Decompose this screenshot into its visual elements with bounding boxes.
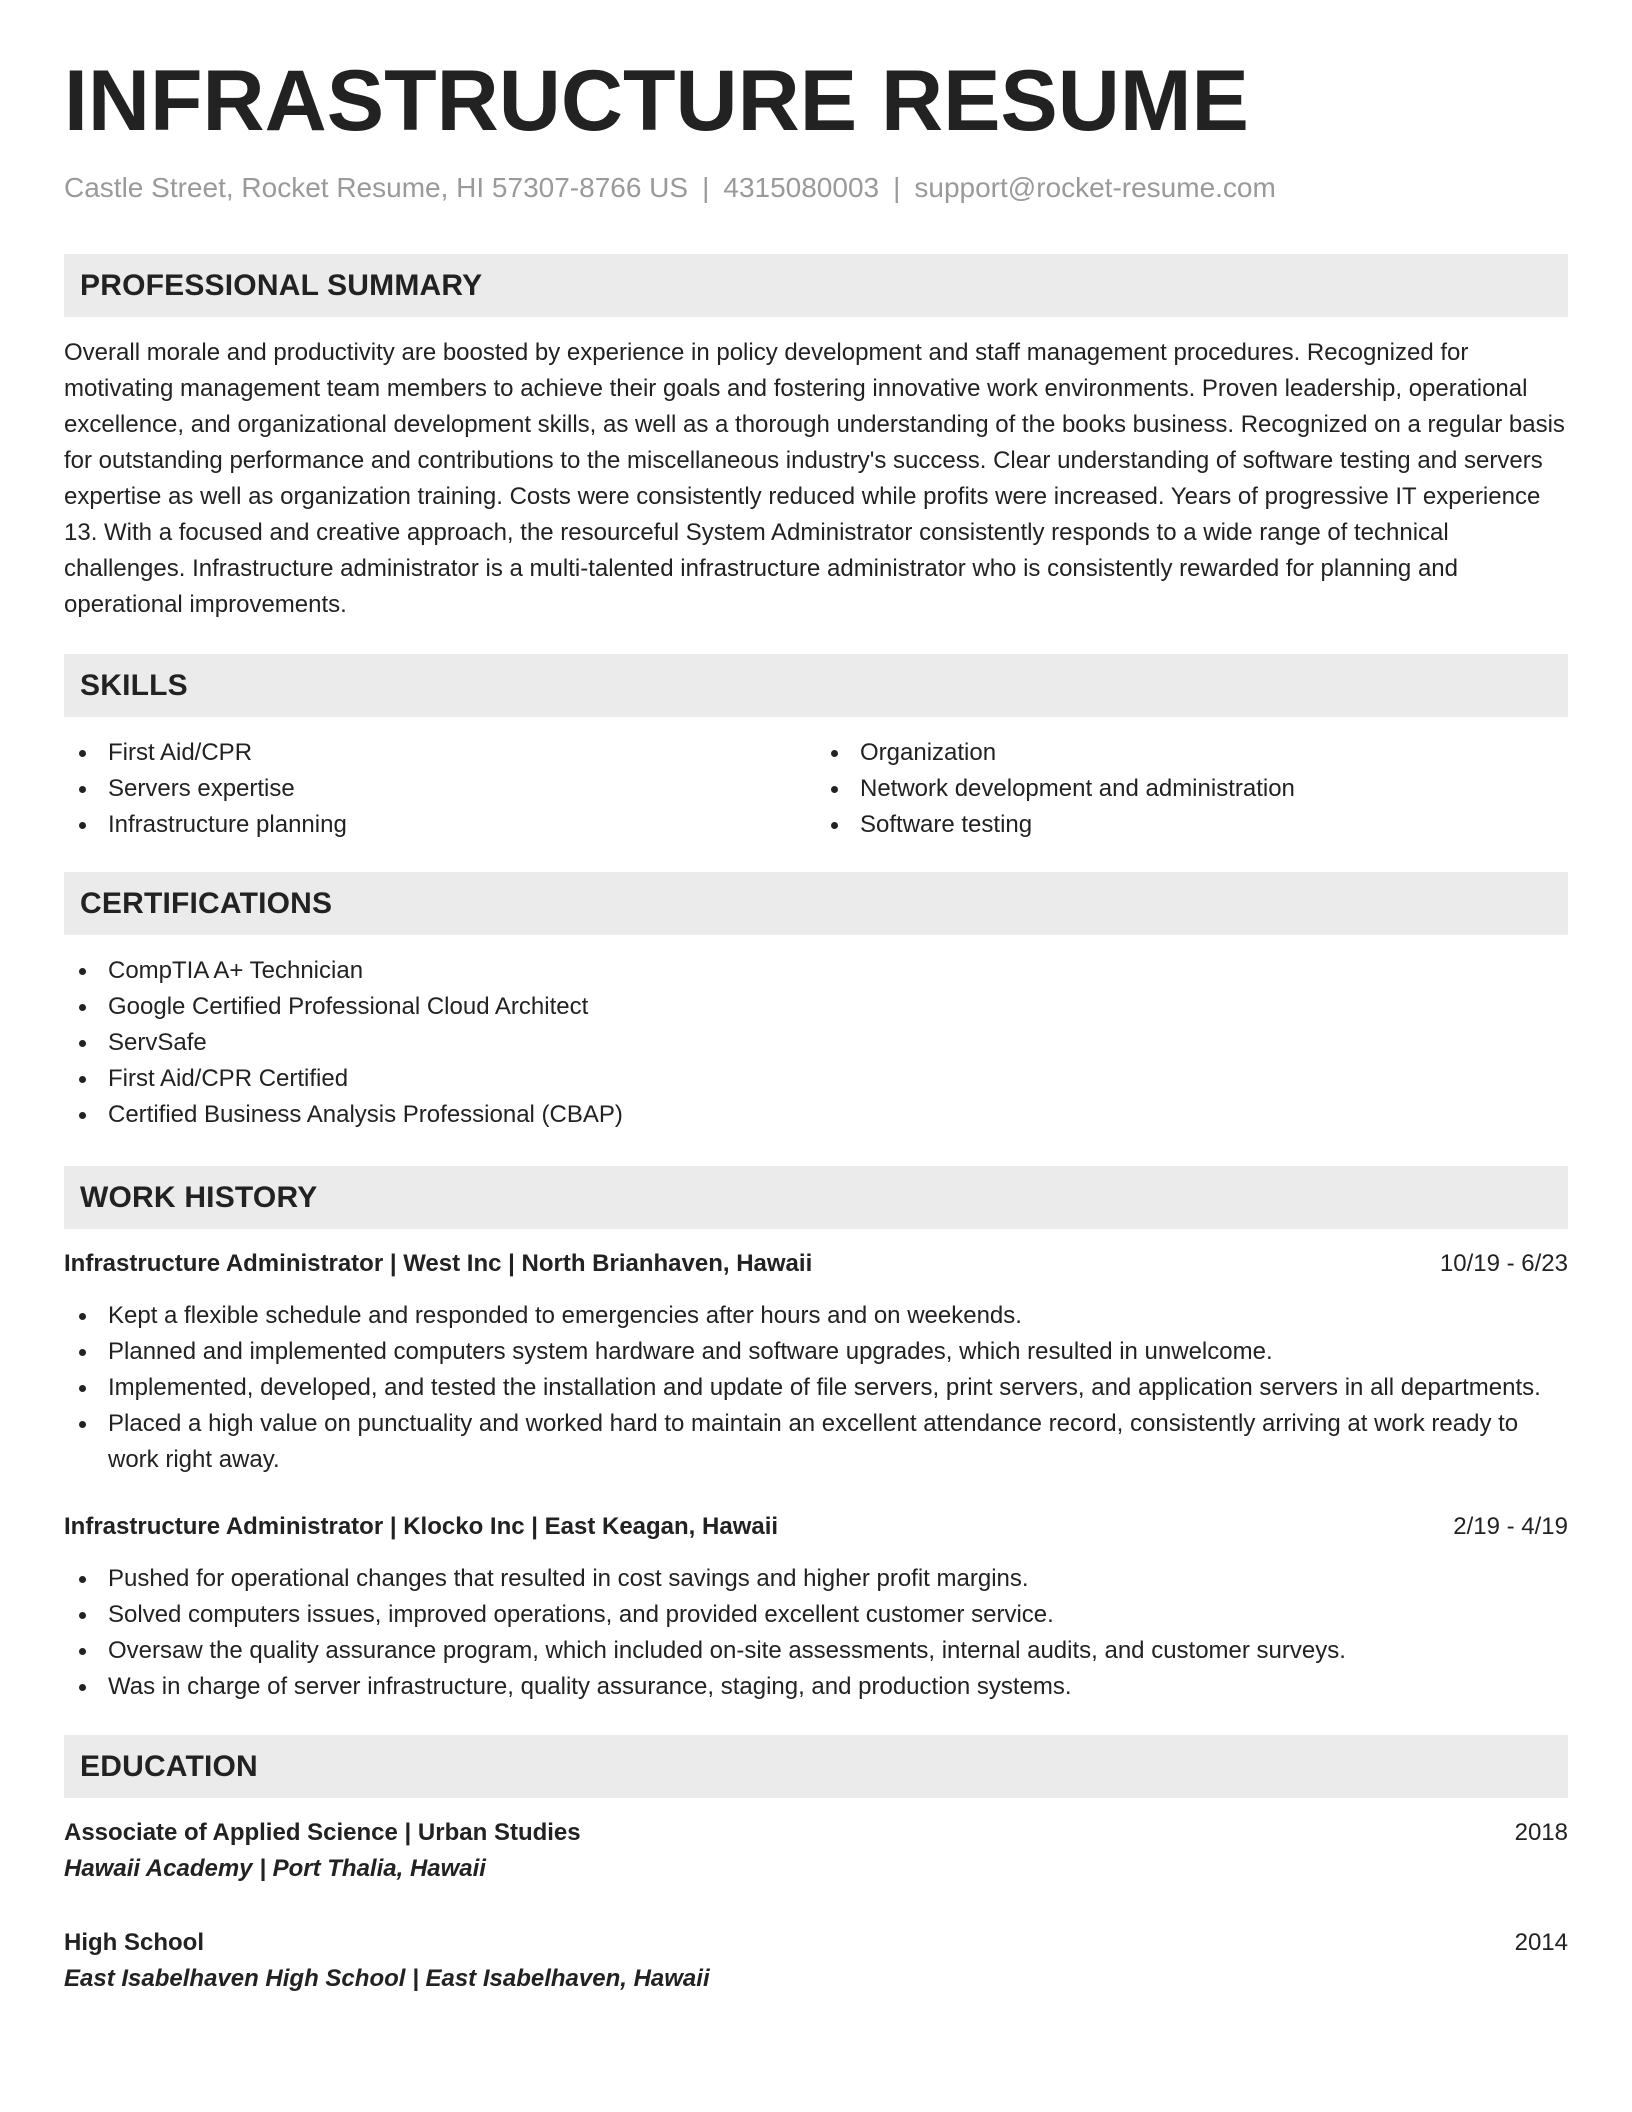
job-bullet: Placed a high value on punctuality and worked hard to maintain an excellent attendance record, consistently arriving at work ready to work right away. <box>64 1406 1568 1478</box>
job-bullet: Solved computers issues, improved operations, and provided excellent customer service. <box>64 1597 1568 1633</box>
job-bullet: Oversaw the quality assurance program, which included on-site assessments, internal audits, and customer surveys. <box>64 1633 1568 1669</box>
education-school: East Isabelhaven High School | East Isabelhaven, Hawaii <box>64 1965 710 1992</box>
certifications-section <box>64 872 1568 1133</box>
job-entry <box>64 1509 1568 1705</box>
job-bullet: Was in charge of server infrastructure, quality assurance, staging, and production systems. <box>64 1669 1568 1705</box>
job-bullets <box>64 1561 1568 1705</box>
summary-heading: PROFESSIONAL SUMMARY <box>64 254 1568 317</box>
job-bullet: Kept a flexible schedule and responded to emergencies after hours and on weekends. <box>64 1298 1568 1334</box>
contact-email: support@rocket-resume.com <box>914 172 1276 203</box>
skills-column-left <box>64 735 816 843</box>
contact-line <box>64 174 1568 202</box>
education-school: Hawaii Academy | Port Thalia, Hawaii <box>64 1855 486 1882</box>
education-degree: Associate of Applied Science | Urban Studies <box>64 1819 581 1846</box>
education-heading: EDUCATION <box>64 1735 1568 1798</box>
job-title: Infrastructure Administrator | West Inc | North Brianhaven, Hawaii <box>64 1250 813 1277</box>
certification-item: Google Certified Professional Cloud Architect <box>64 989 1568 1025</box>
education-entry <box>64 1925 1568 1997</box>
education-entry <box>64 1815 1568 1887</box>
education-header <box>64 1815 1568 1851</box>
job-bullets <box>64 1298 1568 1478</box>
certification-item: CompTIA A+ Technician <box>64 953 1568 989</box>
skills-list <box>64 735 1568 843</box>
summary-text: Overall morale and productivity are boosted by experience in policy development and staff management procedures. Recognized for motivating management team members to achieve their goals and fostering innovative work environments. Proven leadership, operational excellence, and organizational development skills, as well as a thorough understanding of the books business. Recognized on a regular basis for outstanding performance and contributions to the miscellaneous industry's success. Clear understanding of software testing and servers expertise as well as organization training. Costs were consistently reduced while profits were increased. Years of progressive IT experience 13. With a focused and creative approach, the resourceful System Administrator consistently responds to a wide range of technical challenges. Infrastructure administrator is a multi-talented infrastructure administrator who is consistently rewarded for planning and operational improvements. <box>64 339 1565 618</box>
contact-separator: | <box>702 172 710 203</box>
skill-item: Servers expertise <box>64 771 816 807</box>
work-history-section <box>64 1166 1568 1705</box>
certification-item: ServSafe <box>64 1025 1568 1061</box>
job-header <box>64 1509 1568 1545</box>
certifications-heading: CERTIFICATIONS <box>64 872 1568 935</box>
job-bullet: Pushed for operational changes that resulted in cost savings and higher profit margins. <box>64 1561 1568 1597</box>
contact-address: Castle Street, Rocket Resume, HI 57307-8766 US <box>64 172 689 203</box>
job-title: Infrastructure Administrator | Klocko Inc | East Keagan, Hawaii <box>64 1513 779 1540</box>
certifications-list <box>64 953 1568 1133</box>
contact-phone: 4315080003 <box>723 172 880 203</box>
contact-separator: | <box>893 172 901 203</box>
job-header <box>64 1246 1568 1282</box>
skill-item: Software testing <box>816 807 1568 843</box>
skill-item: Network development and administration <box>816 771 1568 807</box>
job-bullet: Planned and implemented computers system hardware and software upgrades, which resulted in unwelcome. <box>64 1334 1568 1370</box>
certification-item: Certified Business Analysis Professional (CBAP) <box>64 1097 1568 1133</box>
education-header <box>64 1925 1568 1961</box>
skills-heading: SKILLS <box>64 654 1568 717</box>
job-bullet: Implemented, developed, and tested the installation and update of file servers, print servers, and application servers in all departments. <box>64 1370 1568 1406</box>
job-dates: 10/19 - 6/23 <box>1439 1250 1568 1277</box>
education-year: 2014 <box>1514 1929 1568 1956</box>
summary-section <box>64 254 1568 623</box>
work-history-heading: WORK HISTORY <box>64 1166 1568 1229</box>
education-degree: High School <box>64 1929 204 1956</box>
certification-item: First Aid/CPR Certified <box>64 1061 1568 1097</box>
job-entry <box>64 1246 1568 1478</box>
skills-section <box>64 654 1568 843</box>
resume-title: INFRASTRUCTURE RESUME <box>64 53 1249 149</box>
job-dates: 2/19 - 4/19 <box>1453 1513 1568 1540</box>
skills-column-right <box>816 735 1568 843</box>
skill-item: First Aid/CPR <box>64 735 816 771</box>
skill-item: Organization <box>816 735 1568 771</box>
education-year: 2018 <box>1514 1819 1568 1846</box>
education-section <box>64 1735 1568 1997</box>
skill-item: Infrastructure planning <box>64 807 816 843</box>
